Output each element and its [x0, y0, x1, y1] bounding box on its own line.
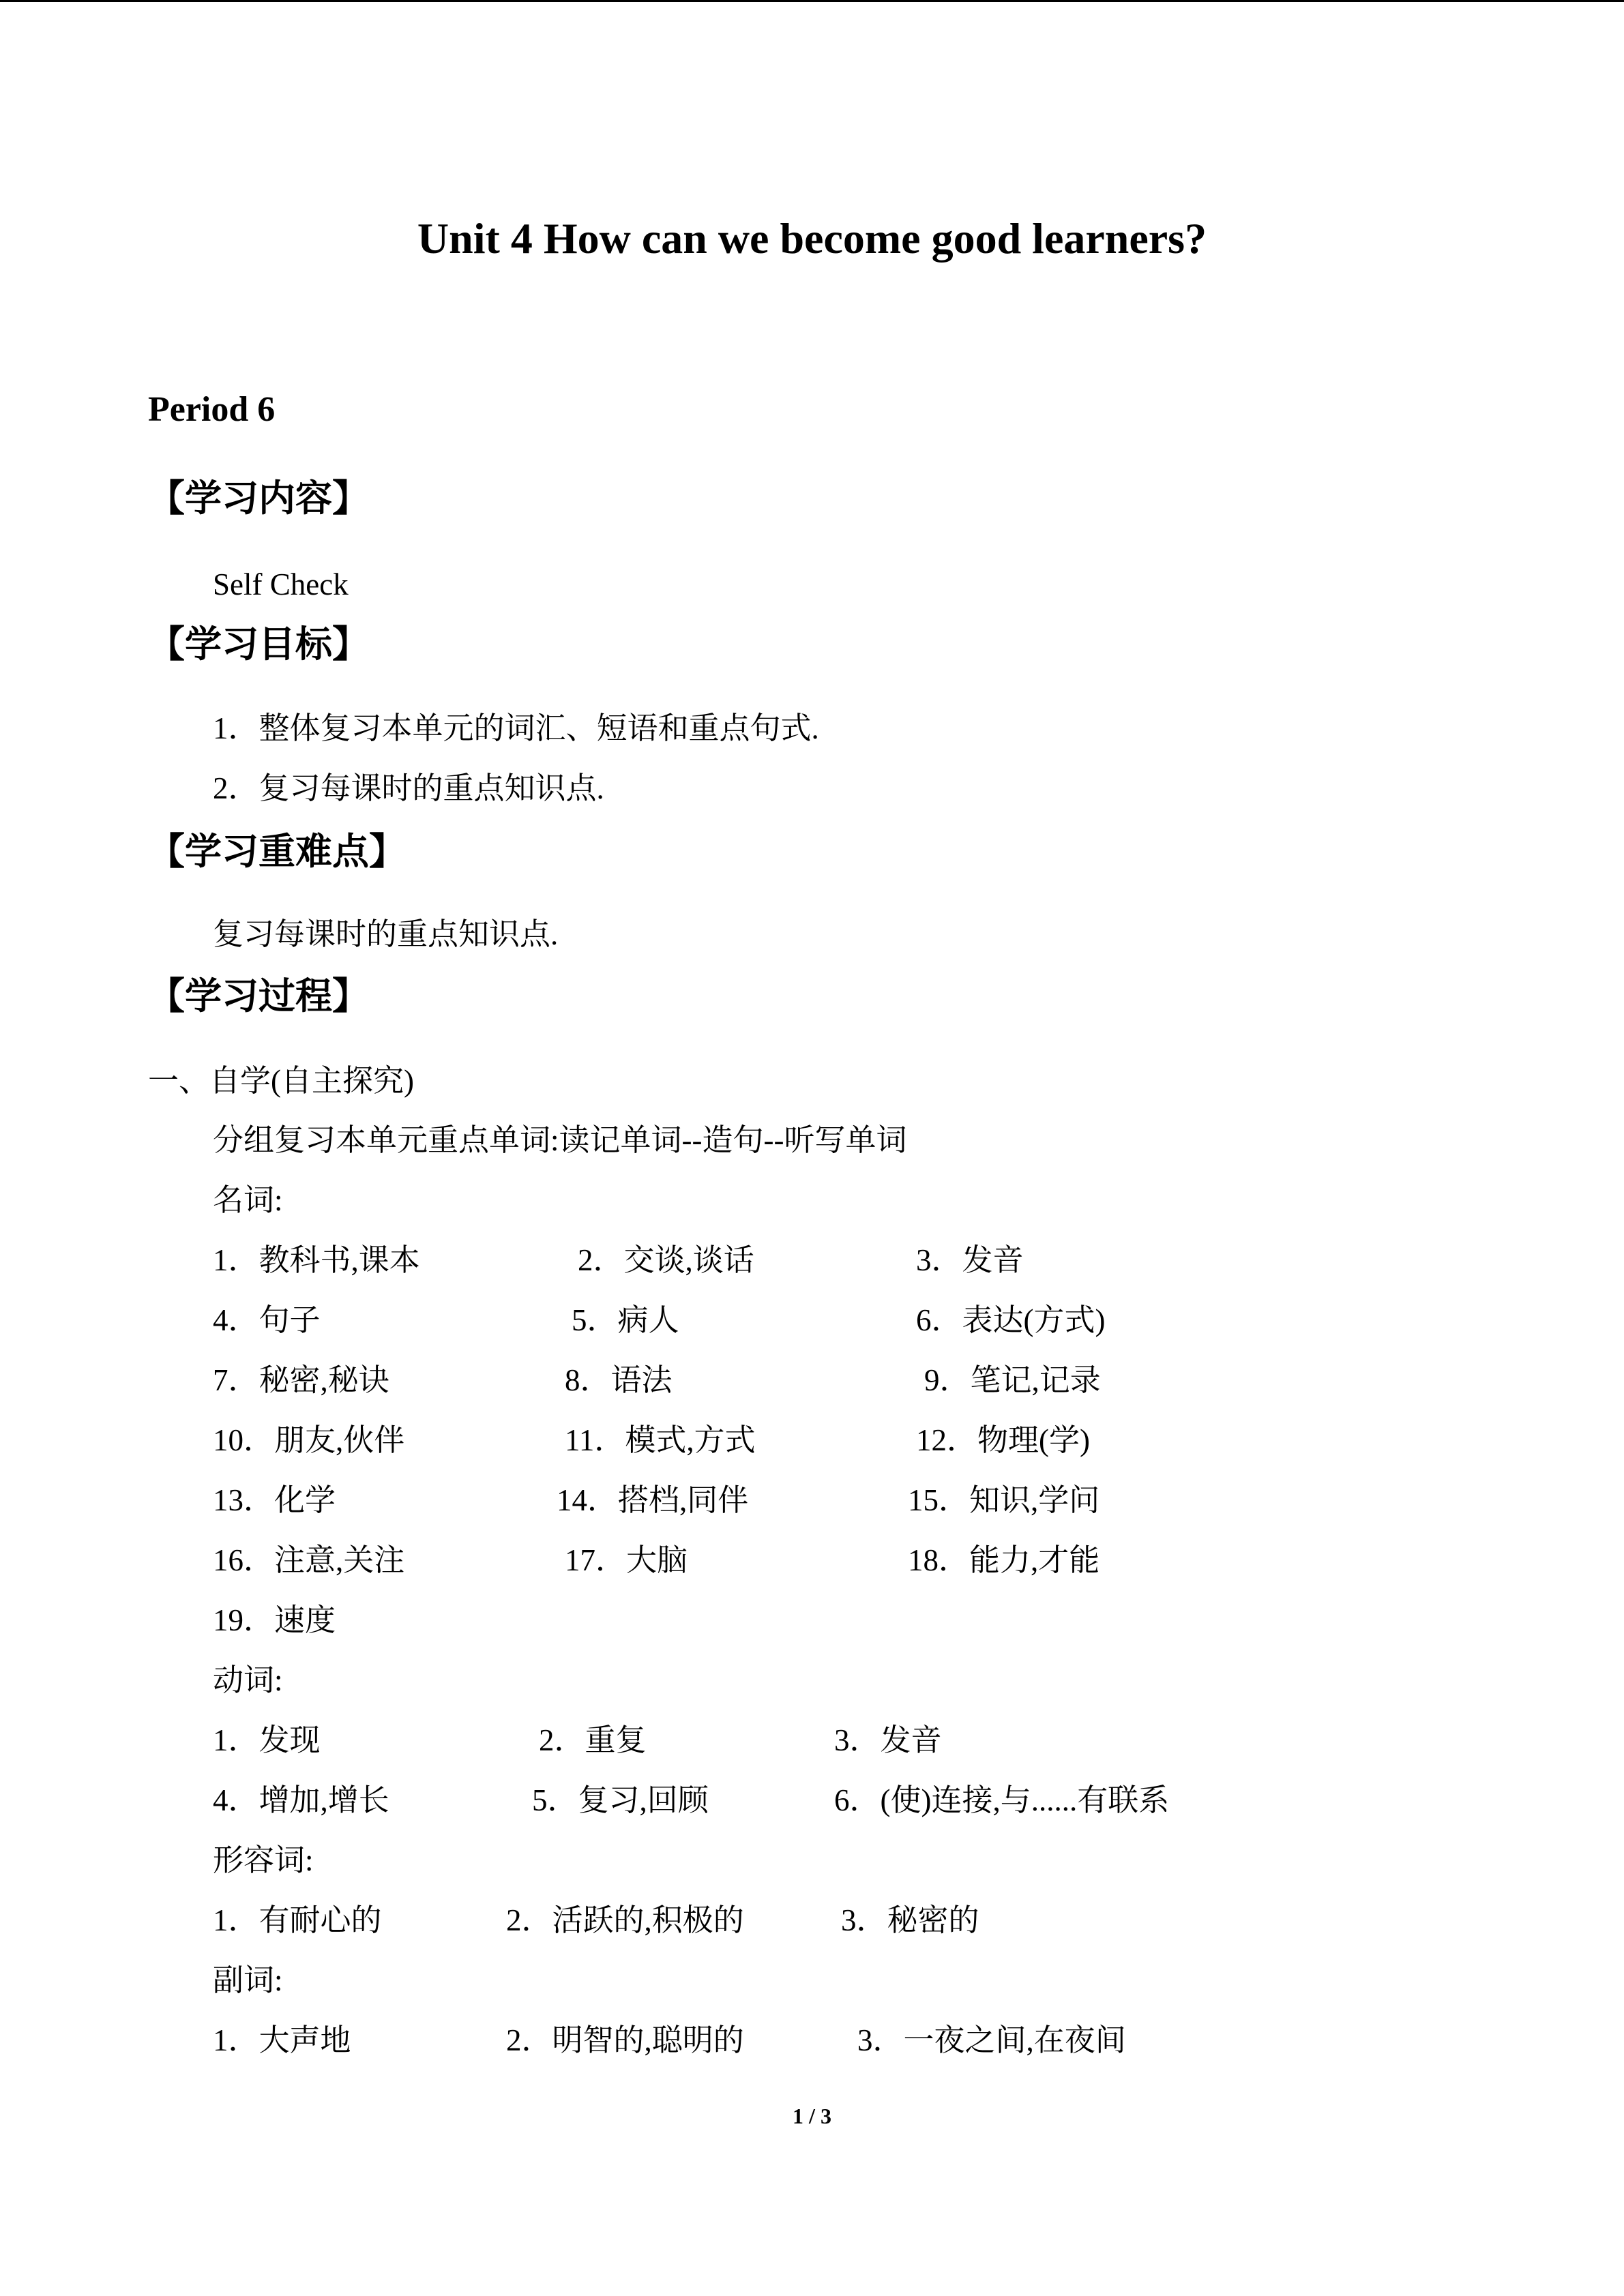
difficulty-text: 复习每课时的重点知识点.	[213, 917, 559, 951]
noun-item: 16．注意,关注	[213, 1543, 405, 1577]
noun-item: 12．物理(学)	[916, 1423, 1090, 1457]
adverb-item: 1．大声地	[213, 2023, 351, 2057]
adjective-item: 2．活跃的,积极的	[506, 1903, 744, 1937]
self-study-title: 一、自学(自主探究)	[148, 1064, 414, 1098]
noun-item: 14．搭档,同伴	[557, 1483, 749, 1517]
goal-item: 1．整体复习本单元的词汇、短语和重点句式.	[213, 711, 819, 745]
noun-item: 5．病人	[572, 1303, 679, 1337]
adverb-item: 2．明智的,聪明的	[506, 2023, 744, 2057]
document-title: Unit 4 How can we become good learners?	[417, 214, 1207, 263]
noun-item: 13．化学	[213, 1483, 336, 1517]
adverb-item: 3．一夜之间,在夜间	[857, 2023, 1126, 2057]
verb-item: 5．复习,回顾	[532, 1783, 709, 1817]
noun-item: 10．朋友,伙伴	[213, 1423, 405, 1457]
self-study-instruction: 分组复习本单元重点单词:读记单词--造句--听写单词	[213, 1123, 907, 1157]
noun-item: 8．语法	[565, 1363, 673, 1397]
content-text: Self Check	[213, 567, 349, 601]
nouns-label: 名词:	[213, 1183, 283, 1217]
verb-item: 4．增加,增长	[213, 1783, 389, 1817]
adverbs-label: 副词:	[213, 1963, 283, 1997]
noun-item: 2．交谈,谈话	[578, 1243, 754, 1277]
goal-item: 2．复习每课时的重点知识点.	[213, 771, 604, 805]
section-heading-difficulty: 【学习重难点】	[148, 830, 406, 873]
section-heading-process: 【学习过程】	[148, 974, 369, 1017]
verb-item: 6．(使)连接,与......有联系	[834, 1783, 1170, 1817]
noun-item: 6．表达(方式)	[916, 1303, 1106, 1337]
adjective-item: 1．有耐心的	[213, 1903, 382, 1937]
verb-item: 3．发音	[834, 1723, 942, 1757]
noun-item: 9．笔记,记录	[924, 1363, 1101, 1397]
noun-item: 7．秘密,秘诀	[213, 1363, 389, 1397]
adjectives-label: 形容词:	[213, 1843, 314, 1877]
adjective-item: 3．秘密的	[841, 1903, 979, 1937]
section-heading-content: 【学习内容】	[148, 477, 369, 520]
period-label: Period 6	[148, 390, 276, 429]
section-heading-goals: 【学习目标】	[148, 623, 369, 666]
noun-item: 3．发音	[916, 1243, 1024, 1277]
verbs-label: 动词:	[213, 1663, 283, 1697]
noun-item: 15．知识,学问	[908, 1483, 1100, 1517]
noun-item: 18．能力,才能	[908, 1543, 1100, 1577]
noun-item: 4．句子	[213, 1303, 321, 1337]
page-number: 1 / 3	[793, 2104, 831, 2128]
noun-item: 19．速度	[213, 1603, 336, 1637]
noun-item: 11．模式,方式	[565, 1423, 756, 1457]
verb-item: 1．发现	[213, 1723, 321, 1757]
verb-item: 2．重复	[539, 1723, 647, 1757]
noun-item: 1．教科书,课本	[213, 1243, 420, 1277]
noun-item: 17．大脑	[565, 1543, 688, 1577]
top-border-line	[0, 0, 1624, 2]
